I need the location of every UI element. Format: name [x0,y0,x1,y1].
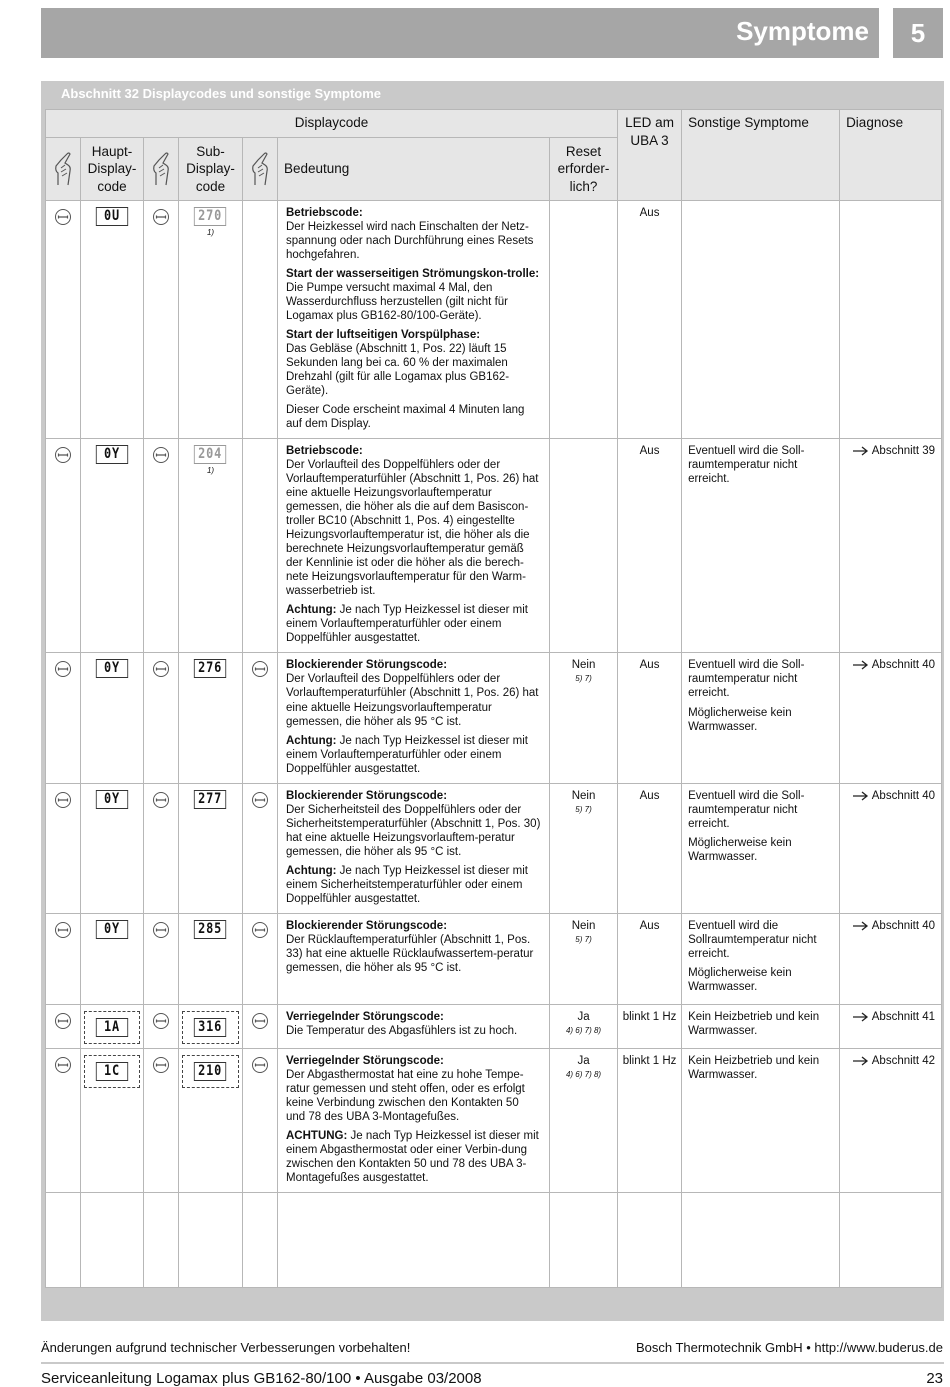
meaning-paragraph [286,603,541,645]
hand-icon [243,138,278,201]
meaning-cell [278,201,550,439]
meaning-text: Das Gebläse (Abschnitt 1, Pos. 22) läuft 15 Sekunden lang bei ca. 60 % der maximalen Drehzahl (gilt für alle Logamax plus GB162-Geräte). [286,343,510,398]
wrench-icon [46,653,81,783]
diagnosis-cell [840,913,942,1004]
wrench-icon [243,201,278,439]
led-status: blinkt 1 Hz [618,1004,682,1048]
wrench-icon [243,1004,278,1048]
hand-icon [46,138,81,201]
arrow-right-icon [853,1011,872,1023]
blinking-display-icon [84,1011,140,1044]
header-meaning: Bedeutung [278,138,550,201]
symptoms-cell [682,913,840,1004]
symptoms-cell [682,1004,840,1048]
meaning-paragraph [286,864,541,906]
footnote-ref: 5) 7) [575,674,592,684]
meaning-heading: ACHTUNG: [286,1129,348,1142]
wrench-icon [46,439,81,653]
reset-value: Nein [571,659,596,672]
meaning-text: Der Heizkessel wird nach Einschalten der Netz-spannung oder nach Durchführung eines Resets hochgefahren. [286,221,534,262]
led-status: Aus [618,439,682,653]
table-row [46,1048,942,1192]
led-status: Aus [618,783,682,913]
main-display-code: 0Y [96,920,128,939]
table-body [46,201,942,1193]
meaning-text: Die Pumpe versucht maximal 4 Mal, den Wasserdurchfluss herzustellen (gilt nicht für Logamax plus GB162-80/100-Geräte). [286,282,508,323]
wrench-icon [46,1004,81,1048]
diagnosis-cell [840,201,942,439]
meaning-text: Dieser Code erscheint maximal 4 Minuten lang auf dem Display. [286,404,525,431]
reset-cell [550,1048,618,1192]
meaning-paragraph [286,444,541,598]
meaning-text: Der Sicherheitsteil des Doppelfühlers oder der Sicherheitstemperaturfühler (Abschnitt 1, Pos. 30) hat eine aktuelle Heizungsvorlauftem-peratur gemessen, die höher als 95 °C ist. [286,803,541,858]
page-number: 23 [926,1370,943,1387]
wrench-icon [144,1048,179,1192]
arrow-right-icon [853,790,872,802]
wrench-icon [144,1004,179,1048]
sub-code-cell [179,1004,243,1048]
wrench-icon [243,439,278,653]
reset-cell [550,913,618,1004]
led-status: Aus [618,653,682,783]
meaning-heading: Achtung: [286,864,337,877]
meaning-text: Der Vorlaufteil des Doppelfühlers oder der Vorlauftemperaturfühler (Abschnitt 1, Pos. 26) hat eine aktuelle Heizungsvorlauftemperatur gemessen, die höher als die auf dem Basiscon-troller BC10 (Abschnitt 1, Pos. 4) eingestellte Heizungsvorlauftemperatur ist, die höher als die berechnete Heizungsvorlauftemperatur gemäß der Kennlinie ist oder die höher als die berech-nete Heizungsvorlauftemperatur für den Warm-wasserbetrieb ist. [286,459,539,598]
meaning-paragraph [286,328,541,398]
meaning-heading: Betriebscode: [286,207,363,219]
main-code-cell [81,783,144,913]
display-code-table [45,109,942,1288]
wrench-icon [243,913,278,1004]
arrow-right-icon [853,659,872,671]
header-bar [41,8,879,58]
header-diagnosis: Diagnose [840,110,942,201]
wrench-icon [46,201,81,439]
hand-icon [144,138,179,201]
diagnosis-cell [840,439,942,653]
footnote-ref: 4) 6) 7) 8) [565,1025,602,1035]
header-sub-code: Sub-Display-code [179,138,243,201]
table-filler-row [46,1192,942,1287]
reset-cell [550,201,618,439]
main-code-cell [81,201,144,439]
sub-display-code: 270 [194,207,227,226]
reset-cell [550,783,618,913]
table-row [46,201,942,439]
meaning-cell [278,1004,550,1048]
header-displaycode: Displaycode [46,110,618,138]
reset-value: Nein [571,919,596,932]
main-display-code: 0U [96,207,128,226]
meaning-paragraph [286,403,541,431]
arrow-right-icon [853,920,872,932]
led-status: Aus [618,913,682,1004]
diagnosis-link[interactable]: Abschnitt 42 [871,1054,936,1067]
blinking-display-icon [182,1011,238,1044]
reset-cell [550,1004,618,1048]
blinking-display-icon [84,1055,140,1088]
meaning-cell [278,653,550,783]
header-main-code: Haupt-Display-code [81,138,144,201]
chapter-title: Symptome [736,16,869,46]
reset-value: Ja [577,1010,590,1023]
table-row [46,653,942,783]
meaning-heading: Achtung: [286,604,337,617]
diagnosis-cell [840,653,942,783]
main-code-cell [81,1004,144,1048]
meaning-text: Je nach Typ Heizkessel ist dieser mit einem Vorlauftemperaturfühler oder einem Doppelfühler ausgestattet. [286,734,528,775]
diagnosis-link[interactable]: Abschnitt 40 [871,919,936,932]
main-code-cell [81,1048,144,1192]
sub-display-code: 210 [194,1062,227,1081]
meaning-heading: Achtung: [286,734,337,747]
section-title: Abschnitt 32 Displaycodes und sonstige Symptome [61,86,382,101]
diagnosis-cell [840,1004,942,1048]
footnote-ref: 5) 7) [575,804,592,814]
wrench-icon [144,653,179,783]
meaning-heading: Verriegelnder Störungscode: [286,1010,444,1023]
table-row [46,439,942,653]
main-code-cell [81,913,144,1004]
meaning-cell [278,783,550,913]
meaning-heading: Verriegelnder Störungscode: [286,1054,444,1067]
main-display-code: 0Y [96,659,128,678]
main-display-code: 1A [96,1018,128,1037]
meaning-cell [278,439,550,653]
meaning-cell [278,1048,550,1192]
sub-display-code: 276 [194,659,227,678]
wrench-icon [46,913,81,1004]
footnote-ref: 5) 7) [575,934,592,944]
sub-code-cell [179,201,243,439]
meaning-text: Je nach Typ Heizkessel ist dieser mit einem Sicherheitstemperaturfühler oder einem Doppelfühler ausgestattet. [286,864,528,905]
meaning-text: Der Rücklauftemperaturfühler (Abschnitt 1, Pos. 33) hat eine aktuelle Rücklaufwassertem-peratur gemessen, die höher als 95 °C ist. [286,933,534,974]
main-display-code: 0Y [96,445,128,464]
table-row [46,913,942,1004]
wrench-icon [144,439,179,653]
symptom-text: Kein Heizbetrieb und kein Warmwasser. [688,1010,820,1037]
main-code-cell [81,653,144,783]
meaning-paragraph [286,658,541,728]
diagnosis-cell [840,1048,942,1192]
meaning-heading: Blockierender Störungscode: [286,919,448,932]
led-status: Aus [618,201,682,439]
meaning-heading: Blockierender Störungscode: [286,789,448,802]
symptom-text: Möglicherweise kein Warmwasser. [688,836,792,863]
meaning-text: Die Temperatur des Abgasfühlers ist zu hoch. [286,1024,518,1037]
footer-note: Änderungen aufgrund technischer Verbesserungen vorbehalten! [41,1340,411,1355]
reset-cell [550,439,618,653]
meaning-paragraph [286,734,541,776]
sub-code-cell [179,913,243,1004]
symptoms-cell [682,439,840,653]
symptom-text: Möglicherweise kein Warmwasser. [688,966,792,993]
meaning-paragraph [286,1054,541,1124]
sub-display-code: 277 [194,790,227,809]
diagnosis-link[interactable]: Abschnitt 40 [871,789,936,802]
meaning-cell [278,913,550,1004]
meaning-paragraph [286,919,541,975]
blinking-display-icon [182,1055,238,1088]
wrench-icon [46,1048,81,1192]
chapter-number: 5 [893,8,943,58]
symptom-text: Eventuell wird die Soll-raumtemperatur nicht erreicht. [688,445,805,486]
symptom-text: Kein Heizbetrieb und kein Warmwasser. [688,1054,820,1081]
main-display-code: 0Y [96,790,128,809]
diagnosis-link[interactable]: Abschnitt 41 [871,1010,936,1023]
header-led: LED am UBA 3 [618,110,682,201]
footnote-ref: 4) 6) 7) 8) [565,1069,602,1079]
footer-divider [41,1362,944,1364]
footnote-ref: 1) [206,466,215,476]
meaning-text: Je nach Typ Heizkessel ist dieser mit einem Vorlauftemperaturfühler oder einem Doppelfühler ausgestattet. [286,604,528,645]
sub-code-cell [179,1048,243,1192]
wrench-icon [243,783,278,913]
diagnosis-link[interactable]: Abschnitt 40 [871,659,936,672]
led-status: blinkt 1 Hz [618,1048,682,1192]
meaning-heading: Blockierender Störungscode: [286,659,448,672]
meaning-text: Je nach Typ Heizkessel ist dieser mit einem Abgasthermostat oder einer Verbin-dung zwischen den Kontakten 50 und 78 des UBA 3-Montagefußes ausgestattet. [286,1129,539,1184]
footnote-ref: 1) [206,228,215,237]
symptoms-cell [682,783,840,913]
table-row [46,783,942,913]
meaning-heading: Start der luftseitigen Vorspülphase: [286,329,481,342]
header-symptoms: Sonstige Symptome [682,110,840,201]
symptoms-cell [682,201,840,439]
reset-cell [550,653,618,783]
arrow-right-icon [853,445,872,457]
wrench-icon [144,783,179,913]
diagnosis-cell [840,783,942,913]
meaning-heading: Betriebscode: [286,445,363,458]
diagnosis-link[interactable]: Abschnitt 39 [871,445,936,458]
meaning-paragraph [286,789,541,859]
reset-value: Nein [571,789,596,802]
sub-code-cell [179,783,243,913]
wrench-icon [46,783,81,913]
main-code-cell [81,439,144,653]
symptoms-cell [682,653,840,783]
meaning-heading: Start der wasserseitigen Strömungskon-trolle: [286,268,540,281]
symptom-text: Möglicherweise kein Warmwasser. [688,706,792,733]
wrench-icon [144,201,179,439]
meaning-paragraph [286,206,541,262]
footer-company: Bosch Thermotechnik GmbH • http://www.buderus.de [635,1340,943,1355]
footer-manual: Serviceanleitung Logamax plus GB162-80/100 • Ausgabe 03/2008 [41,1370,482,1387]
wrench-icon [144,913,179,1004]
meaning-text: Der Abgasthermostat hat eine zu hohe Tempe-ratur gemessen und steht offen, oder es erfolgt keine Verbindung zwischen den Kontakten 50 und 78 des UBA 3-Montagefußes. [286,1068,525,1123]
main-display-code: 1C [96,1062,128,1081]
sub-code-cell [179,653,243,783]
wrench-icon [243,1048,278,1192]
table-row [46,1004,942,1048]
reset-value: Ja [577,1054,590,1067]
sub-display-code: 316 [194,1018,227,1037]
meaning-paragraph [286,1010,541,1038]
meaning-text: Der Vorlaufteil des Doppelfühlers oder der Vorlauftemperaturfühler (Abschnitt 1, Pos. 26) hat eine aktuelle Heizungsvorlauftemperatur gemessen, die höher als 95 °C ist. [286,673,539,728]
meaning-paragraph [286,1129,541,1185]
arrow-right-icon [853,1055,872,1067]
sub-code-cell [179,439,243,653]
symptom-text: Eventuell wird die Soll-raumtemperatur nicht erreicht. [688,789,805,830]
meaning-paragraph [286,267,541,323]
wrench-icon [243,653,278,783]
sub-display-code: 204 [194,445,227,464]
header-reset: Reset erforder-lich? [550,138,618,201]
symptom-text: Eventuell wird die Sollraumtemperatur nicht erreicht. [688,919,817,960]
sub-display-code: 285 [194,920,227,939]
symptoms-cell [682,1048,840,1192]
symptom-text: Eventuell wird die Soll-raumtemperatur nicht erreicht. [688,659,805,700]
